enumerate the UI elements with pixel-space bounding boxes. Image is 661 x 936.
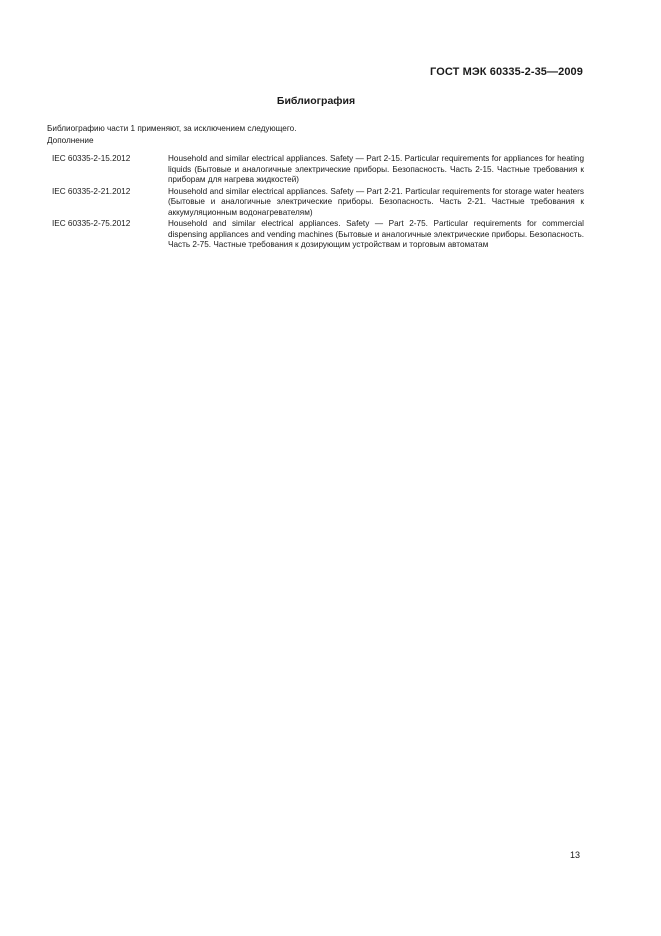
reference-list [52, 154, 584, 252]
reference-text: Household and similar electrical appliances. Safety — Part 2-75. Particular requirements for commercial dispensing appliances and vending machines (Бытовые и аналогичные электрические приборы. Безопасность. Часть 2-75. Частные требования к дозирующим устройствам и торговым автоматам [168, 219, 584, 249]
intro-supplement-label: Дополнение [47, 135, 94, 145]
reference-text: Household and similar electrical appliances. Safety — Part 2-21. Particular requirements for storage water heaters (Бытовые и аналогичные электрические приборы. Безопасность. Часть 2-21. Частные требования к аккумуляционным водонагревателям) [168, 186, 584, 217]
reference-code: IEC 60335-2-21.2012 [52, 186, 131, 196]
bibliography-intro [47, 123, 297, 146]
intro-text: Библиографию части 1 применяют, за исключением следующего. [47, 124, 297, 133]
reference-item [52, 219, 584, 251]
page-title: Библиография [276, 95, 356, 107]
page-number: 13 [570, 850, 581, 860]
reference-code: IEC 60335-2-15.2012 [52, 154, 131, 163]
reference-text: Household and similar electrical appliances. Safety — Part 2-15. Particular requirements for appliances for heating liquids (Бытовые и аналогичные электрические приборы. Безопасность. Часть 2-15. Частные требования к приборам для нагрева жидкостей) [168, 154, 584, 184]
document-code: ГОСТ МЭК 60335-2-35—2009 [430, 66, 583, 78]
reference-code: IEC 60335-2-75.2012 [52, 219, 131, 228]
reference-item [52, 187, 584, 219]
reference-item [52, 154, 584, 186]
